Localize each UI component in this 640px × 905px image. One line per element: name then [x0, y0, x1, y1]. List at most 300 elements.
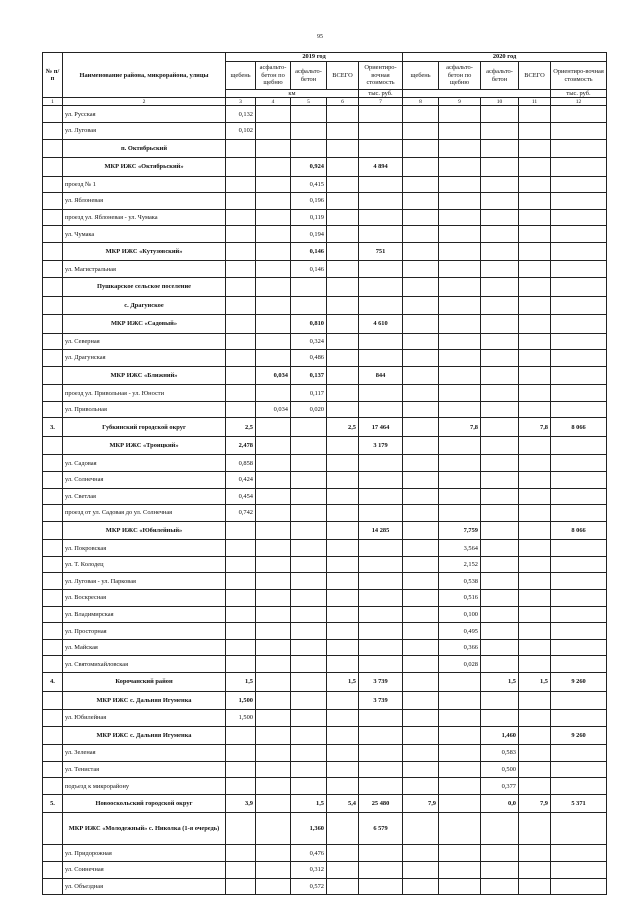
row-number	[43, 296, 63, 315]
row-name: ул. Луговая - ул. Парковая	[63, 573, 226, 590]
value-cell	[327, 401, 359, 418]
value-cell	[519, 573, 551, 590]
header-gravel-2019: щебень	[226, 62, 256, 90]
value-cell	[359, 878, 403, 895]
column-index-cell: 9	[439, 98, 481, 106]
value-cell	[519, 521, 551, 540]
value-cell: 2,5	[327, 418, 359, 437]
section-row	[43, 139, 607, 158]
row-number	[43, 176, 63, 193]
value-cell	[439, 745, 481, 762]
value-cell	[256, 590, 291, 607]
value-cell	[481, 226, 519, 243]
street-row	[43, 106, 607, 123]
row-number	[43, 590, 63, 607]
value-cell	[519, 193, 551, 210]
value-cell	[519, 556, 551, 573]
value-cell	[327, 296, 359, 315]
row-name: МКР ИЖС «Кутузовский»	[63, 242, 226, 261]
value-cell	[519, 436, 551, 455]
row-number	[43, 710, 63, 727]
value-cell	[256, 296, 291, 315]
value-cell	[481, 350, 519, 367]
row-name: МКР ИЖС «Юбилейный»	[63, 521, 226, 540]
street-row	[43, 845, 607, 862]
value-cell: 0,100	[439, 606, 481, 623]
value-cell: 3 739	[359, 673, 403, 692]
value-cell	[256, 845, 291, 862]
value-cell	[481, 691, 519, 710]
value-cell	[551, 106, 607, 123]
value-cell	[327, 176, 359, 193]
row-name: ул. Яблоневая	[63, 193, 226, 210]
value-cell	[291, 656, 327, 673]
row-name: ул. Майская	[63, 639, 226, 656]
value-cell: 14 285	[359, 521, 403, 540]
value-cell	[226, 778, 256, 795]
row-name: МКР ИЖС «Молодежный» с. Николка (1-я очередь)	[63, 813, 226, 845]
street-row	[43, 639, 607, 656]
value-cell	[439, 315, 481, 334]
value-cell	[551, 573, 607, 590]
value-cell	[226, 139, 256, 158]
value-cell	[481, 656, 519, 673]
value-cell: 4 894	[359, 158, 403, 177]
value-cell	[403, 315, 439, 334]
value-cell: 751	[359, 242, 403, 261]
column-index-cell: 6	[327, 98, 359, 106]
value-cell	[226, 761, 256, 778]
value-cell	[327, 226, 359, 243]
value-cell	[481, 209, 519, 226]
row-name: МКР ИЖС «Октябрьский»	[63, 158, 226, 177]
value-cell	[327, 590, 359, 607]
street-row	[43, 226, 607, 243]
value-cell	[519, 158, 551, 177]
value-cell	[327, 845, 359, 862]
value-cell	[481, 590, 519, 607]
row-name: МКР ИЖС «Троицкий»	[63, 436, 226, 455]
section-row	[43, 278, 607, 297]
header-total-2020: ВСЕГО	[519, 62, 551, 90]
value-cell	[439, 778, 481, 795]
value-cell: 1,5	[327, 673, 359, 692]
value-cell: 5,4	[327, 794, 359, 813]
value-cell	[519, 623, 551, 640]
row-name: ул. Покровская	[63, 540, 226, 557]
row-name: ул. Воскресная	[63, 590, 226, 607]
row-name: ул. Чумака	[63, 226, 226, 243]
value-cell	[481, 333, 519, 350]
value-cell	[403, 296, 439, 315]
value-cell	[359, 778, 403, 795]
value-cell	[327, 261, 359, 278]
value-cell	[359, 176, 403, 193]
value-cell	[403, 122, 439, 139]
header-total-2019: ВСЕГО	[327, 62, 359, 90]
value-cell	[439, 366, 481, 385]
value-cell	[439, 261, 481, 278]
value-cell	[551, 691, 607, 710]
value-cell: 0,146	[291, 242, 327, 261]
row-name: ул. Луговая	[63, 122, 226, 139]
value-cell: 3 739	[359, 691, 403, 710]
value-cell	[291, 488, 327, 505]
value-cell	[481, 122, 519, 139]
value-cell	[256, 176, 291, 193]
value-cell	[256, 209, 291, 226]
value-cell	[226, 656, 256, 673]
value-cell	[256, 656, 291, 673]
value-cell: 0,742	[226, 505, 256, 522]
value-cell	[519, 315, 551, 334]
value-cell	[226, 878, 256, 895]
value-cell	[327, 278, 359, 297]
value-cell: 0,516	[439, 590, 481, 607]
value-cell: 0,538	[439, 573, 481, 590]
value-cell	[403, 278, 439, 297]
value-cell	[551, 471, 607, 488]
row-name: п. Октябрьский	[63, 139, 226, 158]
value-cell	[256, 418, 291, 437]
value-cell: 1,360	[291, 813, 327, 845]
value-cell	[327, 861, 359, 878]
district-row	[43, 794, 607, 813]
column-index-cell: 4	[256, 98, 291, 106]
value-cell	[226, 278, 256, 297]
value-cell	[439, 226, 481, 243]
value-cell	[403, 366, 439, 385]
row-name: МКР ИЖС «Садовый»	[63, 315, 226, 334]
value-cell: 25 480	[359, 794, 403, 813]
value-cell	[226, 333, 256, 350]
value-cell	[481, 556, 519, 573]
row-name: проезд ул. Привольная - ул. Юности	[63, 385, 226, 402]
row-name: ул. Зеленая	[63, 745, 226, 762]
column-index-cell: 10	[481, 98, 519, 106]
row-name: Губкинский городской округ	[63, 418, 226, 437]
header-num: № п/п	[43, 53, 63, 98]
value-cell	[226, 521, 256, 540]
value-cell: 0,858	[226, 455, 256, 472]
value-cell: 0,810	[291, 315, 327, 334]
row-number	[43, 778, 63, 795]
value-cell	[481, 158, 519, 177]
value-cell	[359, 122, 403, 139]
value-cell	[327, 158, 359, 177]
value-cell	[481, 193, 519, 210]
value-cell	[519, 209, 551, 226]
value-cell	[359, 261, 403, 278]
value-cell	[327, 726, 359, 745]
value-cell	[551, 455, 607, 472]
value-cell	[439, 158, 481, 177]
value-cell	[551, 845, 607, 862]
value-cell	[256, 778, 291, 795]
value-cell	[551, 350, 607, 367]
value-cell	[256, 521, 291, 540]
value-cell	[551, 639, 607, 656]
value-cell	[256, 761, 291, 778]
street-row	[43, 606, 607, 623]
value-cell	[327, 540, 359, 557]
street-row	[43, 590, 607, 607]
header-asphalt-2020: асфальто-бетон	[481, 62, 519, 90]
section-row	[43, 436, 607, 455]
row-name: ул. Драгунская	[63, 350, 226, 367]
street-row	[43, 385, 607, 402]
value-cell	[519, 106, 551, 123]
value-cell	[403, 385, 439, 402]
value-cell	[551, 139, 607, 158]
value-cell	[256, 261, 291, 278]
row-number	[43, 845, 63, 862]
value-cell	[256, 226, 291, 243]
street-row	[43, 778, 607, 795]
row-number	[43, 573, 63, 590]
row-number	[43, 813, 63, 845]
value-cell	[226, 176, 256, 193]
value-cell	[481, 878, 519, 895]
value-cell	[327, 639, 359, 656]
value-cell	[256, 158, 291, 177]
value-cell	[439, 333, 481, 350]
value-cell: 0,0	[481, 794, 519, 813]
row-number	[43, 471, 63, 488]
value-cell	[439, 350, 481, 367]
value-cell: 1,5	[291, 794, 327, 813]
street-row	[43, 401, 607, 418]
value-cell	[403, 158, 439, 177]
value-cell	[291, 590, 327, 607]
value-cell	[403, 193, 439, 210]
unit-km-2020	[403, 90, 551, 98]
section-row	[43, 521, 607, 540]
value-cell	[327, 656, 359, 673]
section-row	[43, 315, 607, 334]
value-cell	[481, 505, 519, 522]
row-name: ул. Магистральная	[63, 261, 226, 278]
column-index-row	[43, 98, 607, 106]
value-cell	[327, 623, 359, 640]
value-cell: 0,020	[291, 401, 327, 418]
value-cell	[327, 385, 359, 402]
value-cell	[439, 471, 481, 488]
value-cell	[291, 573, 327, 590]
value-cell	[403, 139, 439, 158]
value-cell	[327, 122, 359, 139]
value-cell	[291, 106, 327, 123]
row-name: ул. Юбилейная	[63, 710, 226, 727]
value-cell	[403, 176, 439, 193]
value-cell	[256, 278, 291, 297]
value-cell	[519, 710, 551, 727]
value-cell	[291, 673, 327, 692]
value-cell: 7,8	[439, 418, 481, 437]
value-cell	[359, 573, 403, 590]
street-row	[43, 656, 607, 673]
value-cell	[519, 296, 551, 315]
value-cell	[359, 278, 403, 297]
value-cell	[327, 505, 359, 522]
column-index-cell: 7	[359, 98, 403, 106]
value-cell	[439, 176, 481, 193]
value-cell: 0,486	[291, 350, 327, 367]
value-cell	[403, 471, 439, 488]
street-row	[43, 861, 607, 878]
value-cell	[551, 813, 607, 845]
value-cell: 0,476	[291, 845, 327, 862]
value-cell	[256, 505, 291, 522]
row-number	[43, 385, 63, 402]
value-cell	[551, 878, 607, 895]
row-name: ул. Святомихайловская	[63, 656, 226, 673]
value-cell	[403, 845, 439, 862]
value-cell	[481, 385, 519, 402]
value-cell	[291, 745, 327, 762]
value-cell	[327, 521, 359, 540]
value-cell	[439, 278, 481, 297]
column-index-cell: 12	[551, 98, 607, 106]
value-cell	[291, 418, 327, 437]
value-cell	[403, 401, 439, 418]
value-cell	[256, 436, 291, 455]
value-cell	[519, 471, 551, 488]
value-cell	[519, 455, 551, 472]
value-cell	[519, 226, 551, 243]
value-cell	[519, 606, 551, 623]
value-cell	[519, 778, 551, 795]
value-cell	[291, 122, 327, 139]
value-cell	[291, 778, 327, 795]
value-cell	[359, 623, 403, 640]
street-row	[43, 350, 607, 367]
value-cell: 1,500	[226, 710, 256, 727]
header-asphalt-2019: асфальто-бетон	[291, 62, 327, 90]
value-cell: 7,9	[519, 794, 551, 813]
value-cell	[519, 139, 551, 158]
value-cell	[551, 158, 607, 177]
value-cell	[226, 158, 256, 177]
value-cell	[291, 710, 327, 727]
value-cell	[256, 813, 291, 845]
value-cell	[256, 573, 291, 590]
value-cell: 3,9	[226, 794, 256, 813]
value-cell	[403, 106, 439, 123]
value-cell	[481, 315, 519, 334]
value-cell	[551, 385, 607, 402]
row-number	[43, 639, 63, 656]
value-cell	[403, 242, 439, 261]
value-cell	[226, 385, 256, 402]
row-number	[43, 333, 63, 350]
value-cell	[359, 139, 403, 158]
row-number	[43, 505, 63, 522]
value-cell	[403, 745, 439, 762]
value-cell	[359, 488, 403, 505]
value-cell	[359, 590, 403, 607]
value-cell	[256, 673, 291, 692]
value-cell	[439, 296, 481, 315]
value-cell	[519, 691, 551, 710]
value-cell	[327, 606, 359, 623]
value-cell	[256, 242, 291, 261]
value-cell	[403, 226, 439, 243]
row-number	[43, 401, 63, 418]
value-cell	[481, 296, 519, 315]
value-cell	[291, 691, 327, 710]
value-cell	[256, 878, 291, 895]
value-cell	[256, 139, 291, 158]
street-row	[43, 333, 607, 350]
value-cell	[403, 590, 439, 607]
value-cell	[359, 606, 403, 623]
value-cell	[403, 861, 439, 878]
value-cell	[519, 761, 551, 778]
value-cell	[551, 315, 607, 334]
value-cell	[439, 385, 481, 402]
header-asphalt-on-gravel-2019: асфальто-бетон по щебню	[256, 62, 291, 90]
value-cell: 7,9	[403, 794, 439, 813]
value-cell: 0,137	[291, 366, 327, 385]
row-number	[43, 521, 63, 540]
value-cell	[359, 556, 403, 573]
value-cell: 0,146	[291, 261, 327, 278]
value-cell	[327, 573, 359, 590]
value-cell	[226, 226, 256, 243]
value-cell	[481, 623, 519, 640]
value-cell	[403, 261, 439, 278]
row-number	[43, 158, 63, 177]
value-cell	[327, 813, 359, 845]
value-cell: 0,034	[256, 366, 291, 385]
row-name: ул. Владимирская	[63, 606, 226, 623]
value-cell	[359, 350, 403, 367]
value-cell: 6 579	[359, 813, 403, 845]
value-cell	[226, 726, 256, 745]
value-cell: 844	[359, 366, 403, 385]
value-cell	[481, 521, 519, 540]
value-cell	[403, 573, 439, 590]
value-cell	[291, 623, 327, 640]
value-cell	[226, 623, 256, 640]
value-cell	[359, 726, 403, 745]
value-cell	[256, 471, 291, 488]
value-cell: 2,152	[439, 556, 481, 573]
value-cell	[359, 296, 403, 315]
value-cell	[551, 778, 607, 795]
value-cell	[439, 505, 481, 522]
value-cell	[481, 242, 519, 261]
row-number	[43, 350, 63, 367]
value-cell: 0,583	[481, 745, 519, 762]
row-name: Пушкарское сельское поселение	[63, 278, 226, 297]
value-cell	[403, 436, 439, 455]
value-cell	[327, 556, 359, 573]
value-cell: 4 610	[359, 315, 403, 334]
value-cell	[256, 623, 291, 640]
value-cell	[327, 455, 359, 472]
value-cell	[327, 193, 359, 210]
value-cell	[291, 726, 327, 745]
value-cell	[403, 333, 439, 350]
street-row	[43, 209, 607, 226]
value-cell	[359, 209, 403, 226]
street-row	[43, 761, 607, 778]
value-cell	[256, 556, 291, 573]
value-cell	[551, 590, 607, 607]
value-cell	[519, 590, 551, 607]
